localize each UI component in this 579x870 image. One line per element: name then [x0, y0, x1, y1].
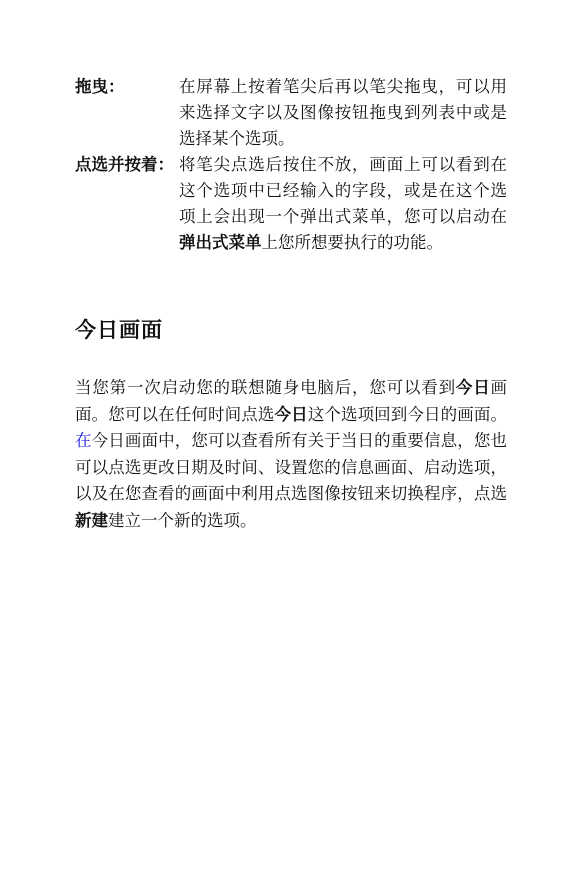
definition-description: 在屏幕上按着笔尖后再以笔尖拖曳，可以用来选择文字以及图像按钮拖曳到列表中或是选择某个选项。	[179, 77, 507, 148]
popup-menu-term: 弹出式菜单	[179, 233, 262, 252]
paragraph-text: 建立一个新的选项。	[108, 510, 257, 530]
section-title: 今日画面	[75, 318, 163, 342]
inline-link[interactable]: 在	[75, 431, 92, 451]
definition-term: 拖曳：	[75, 77, 125, 96]
paragraph-text: 当您第一次启动您的联想随身电脑后，您可以看到	[75, 378, 456, 397]
today-term: 今日	[274, 404, 308, 424]
today-term: 今日	[455, 378, 491, 397]
today-screen-paragraph	[75, 375, 507, 535]
paragraph-text: 画面。您可以在任何时间点选	[75, 378, 507, 424]
definition-tap-and-hold	[75, 152, 507, 256]
paragraph-text: 今日画面中，您可以查看所有关于当日的重要信息，您也可以点选更改日期及时间、设置您的信息画面、启动选项，以及在您查看的画面中利用点选图像按钮来切换程序，点选	[75, 431, 508, 504]
paragraph-text: 这个选项回到今日的画面。	[307, 404, 508, 424]
definition-text: 将笔尖点选后按住不放，画面上可以看到在这个选项中已经输入的字段，或是在这个选项上会出现一个弹出式菜单，您可以启动在	[179, 155, 507, 226]
definition-drag	[75, 74, 507, 152]
definition-description	[179, 152, 507, 256]
definition-list	[75, 74, 507, 256]
definition-term: 点选并按着：	[75, 155, 174, 174]
definition-text: 上您所想要执行的功能。	[261, 233, 443, 252]
new-term: 新建	[75, 510, 108, 530]
